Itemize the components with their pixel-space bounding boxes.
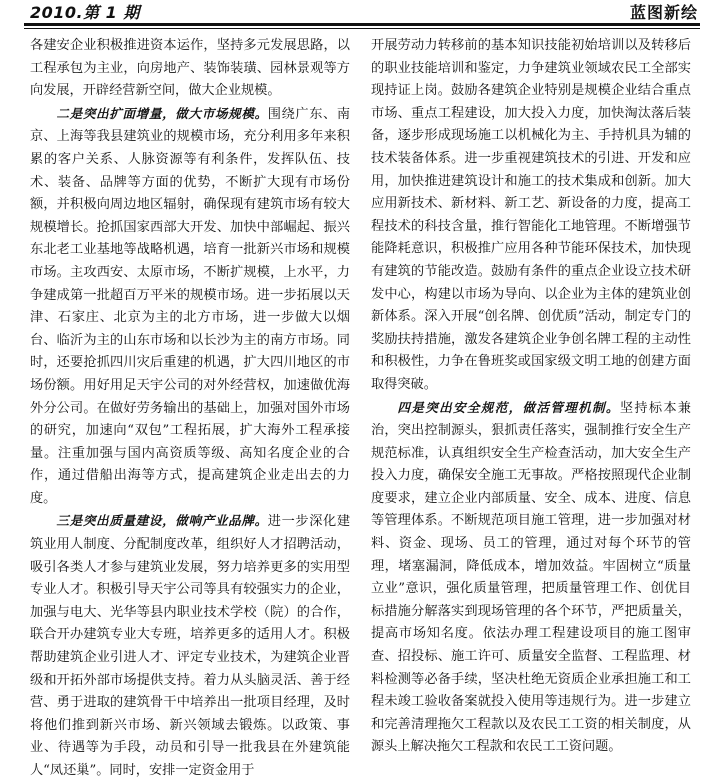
issue-number: 2010.第 1 期 — [30, 2, 140, 22]
left-column — [30, 35, 350, 783]
page-header — [0, 0, 720, 22]
paragraph-continued: 开展劳动力转移前的基本知识技能初始培训以及转移后的职业技能培训和鉴定，力争建筑业领域农民工全部实现持证上岗。鼓励各建筑企业特别是规模企业结合重点市场、重点工程建设，加大投入力度，加快淘汰落后装备，逐步形成现场施工以机械化为主、手持机具为辅的技术装备体系。进一步重视建筑技术的引进、开发和应用，加快推进建筑设计和施工的技术集成和创新。加大应用新技术、新材料、新工艺、新设备的力度，提高工程技术的科技含量，推行智能化工地管理。不断增强节能降耗意识，积极推广应用各种节能环保技术，加快现有建筑的节能改造。鼓励有条件的重点企业设立技术研发中心，构建以市场为导向、以企业为主体的建筑业创新体系。深入开展“创名牌、创优质”活动，制定专门的奖励扶持措施，激发各建筑企业争创名牌工程的主动性和积极性，力争在鲁班奖或国家级文明工地的创建方面取得突破。 — [371, 38, 691, 392]
paragraph-body: 进一步深化建筑业用人制度、分配制度改革，组织好人才招聘活动，吸引各类人才参与建筑业发展，努力培养更多的实用型专业人才。积极引导天宇公司等具有较强实力的企业，加强与电大、光华等县内职业技术学校（院）的合作，联合开办建筑专业大专班，培养更多的适用人才。积极帮助建筑企业引进人才、评定专业技术，为建筑企业晋级和开拓外部市场提供支持。着力从头脑灵活、善于经营、勇于进取的建筑骨干中培养出一批项目经理，及时将他们推到新兴市场、新兴领域去锻炼。以政策、事业、待遇等为手段，动员和引导一批我县在外建筑能人“凤还巢”。同时，安排一定资金用于 — [30, 514, 351, 778]
section-lead-3: 三是突出质量建设，做响产业品牌。 — [56, 513, 268, 529]
paragraph-market-expansion — [30, 103, 350, 511]
column-name: 蓝图新绘 — [629, 2, 698, 22]
paragraph-body: 坚持标本兼治，突出控制源头，狠抓责任落实，强制推行安全生产规范标准，认真组织安全生产检查活动，加大安全生产投入力度，确保安全施工无事故。严格按照现代企业制度要求，建立企业内部质量、安全、成本、进度、信息等管理体系。不断规范项目施工管理，进一步加强对材料、资金、现场、员工的管理，通过对每个环节的管理，堵塞漏洞，降低成本，增加效益。牢固树立“质量立业”意识，强化质量管理，把质量管理工作、创优目标措施分解落实到现场管理的各个环节，严把质量关，提高市场知名度。依法办理工程建设项目的施工图审查、招投标、施工许可、质量安全监督、工程监理、材料检测等必备手续，坚决杜绝无资质企业承担施工和工程未竣工验收备案就投入使用等违规行为。进一步建立和完善清理拖欠工程款以及农民工工资的相关制度，从源头上解决拖欠工程款和农民工工资问题。 — [371, 400, 691, 755]
paragraph-safety-management — [371, 397, 691, 760]
section-lead-4: 四是突出安全规范，做活管理机制。 — [397, 399, 620, 415]
paragraph-body: 围绕广东、南京、上海等我县建筑业的规模市场，充分利用多年来积累的客户关系、人脉资源等有利条件，发挥队伍、技术、装备、品牌等方面的优势，不断扩大现有市场份额，并积极向周边地区辐射，确保现有建筑市场有较大规模增长。抢抓国家西部大开发、加快中部崛起、振兴东北老工业基地等战略机遇，培育一批新兴市场和规模市场。主攻西安、太原市场，不断扩规模，上水平，力争建成第一批超百万平米的规模市场。进一步拓展以天津、石家庄、北京为主的北方市场，进一步做大以烟台、临沂为主的山东市场和以长沙为主的南方市场。同时，还要抢抓四川灾后重建的机遇，扩大四川地区的市场份额。用好用足天宇公司的对外经营权，加速做优海外分公司。在做好劳务输出的基础上，加强对国外市场的研究，加速向“双包”工程拓展，扩大海外工程承接量。注重加强与国内高资质等级、高知名度企业的合作，通过借船出海等方式，提高建筑企业走出去的力度。 — [30, 106, 351, 506]
header-rule-thick — [24, 23, 700, 26]
paragraph-continued: 各建安企业积极推进资本运作，坚持多元发展思路，以工程承包为主业，向房地产、装饰装璜、园林景观等方向发展，开辟经营新空间，做大企业规模。 — [30, 38, 350, 99]
right-column — [371, 35, 691, 759]
header-rule-thin — [24, 28, 700, 29]
paragraph-quality-building — [30, 510, 350, 782]
section-lead-2: 二是突出扩面增量，做大市场规模。 — [56, 105, 268, 121]
